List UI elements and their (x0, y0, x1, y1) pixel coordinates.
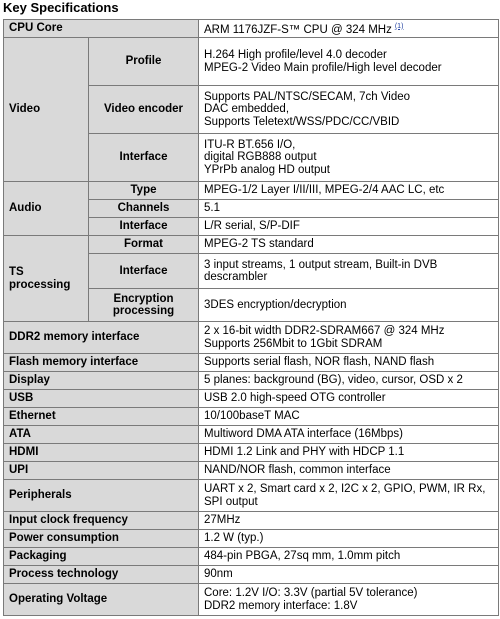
spec-label: USB (4, 390, 199, 408)
spec-label: UPI (4, 462, 199, 480)
value-line: H.264 High profile/level 4.0 decoder (204, 49, 387, 61)
table-row (4, 584, 499, 616)
spec-value: USB 2.0 high-speed OTG controller (199, 390, 499, 408)
spec-value (199, 38, 499, 86)
spec-value: Multiword DMA ATA interface (16Mbps) (199, 426, 499, 444)
cpu-core-value: ARM 1176JZF-S™ CPU @ 324 MHz (204, 23, 392, 36)
spec-value (199, 86, 499, 134)
label-line: processing (112, 305, 175, 317)
spec-value: NAND/NOR flash, common interface (199, 462, 499, 480)
table-row (4, 390, 499, 408)
spec-label: Ethernet (4, 408, 199, 426)
spec-sublabel (89, 289, 199, 322)
spec-value: 90nm (199, 566, 499, 584)
table-row (4, 408, 499, 426)
table-row (4, 480, 499, 512)
value-line: 2 x 16-bit width DDR2-SDRAM667 @ 324 MHz (204, 325, 445, 337)
table-row (4, 462, 499, 480)
spec-table (3, 19, 499, 616)
label-line: Encryption (113, 292, 174, 305)
spec-sublabel: Channels (89, 200, 199, 218)
value-line: UART x 2, Smart card x 2, I2C x 2, GPIO, PWM, IR Rx, (204, 483, 486, 495)
footnote-link[interactable]: (1) (394, 22, 404, 30)
spec-label: Flash memory interface (4, 354, 199, 372)
spec-label: Input clock frequency (4, 512, 199, 530)
spec-label: Operating Voltage (4, 584, 199, 616)
table-row (4, 566, 499, 584)
spec-label: ATA (4, 426, 199, 444)
spec-value: 1.2 W (typ.) (199, 530, 499, 548)
value-line: MPEG-2 Video Main profile/High level decoder (204, 61, 442, 74)
table-row (4, 236, 499, 254)
spec-label: Video (4, 38, 89, 182)
spec-sublabel: Profile (89, 38, 199, 86)
table-row (4, 182, 499, 200)
value-line: SPI output (204, 495, 258, 508)
spec-value: L/R serial, S/P-DIF (199, 218, 499, 236)
table-row (4, 20, 499, 38)
table-row (4, 372, 499, 390)
spec-value: Supports serial flash, NOR flash, NAND flash (199, 354, 499, 372)
table-row (4, 548, 499, 566)
label-line: processing (9, 278, 71, 291)
table-row (4, 426, 499, 444)
spec-value (199, 480, 499, 512)
spec-sublabel: Interface (89, 254, 199, 289)
spec-value: MPEG-2 TS standard (199, 236, 499, 254)
table-row (4, 530, 499, 548)
spec-sublabel: Video encoder (89, 86, 199, 134)
value-line: ITU-R BT.656 I/O, (204, 138, 296, 151)
value-line: Supports 256Mbit to 1Gbit SDRAM (204, 337, 383, 350)
spec-sublabel: Interface (89, 134, 199, 182)
spec-sublabel: Interface (89, 218, 199, 236)
spec-value: 5 planes: background (BG), video, cursor, OSD x 2 (199, 372, 499, 390)
spec-value: 10/100baseT MAC (199, 408, 499, 426)
spec-value (199, 20, 499, 38)
table-row (4, 38, 499, 86)
spec-value: 5.1 (199, 200, 499, 218)
value-line: YPrPb analog HD output (204, 163, 330, 176)
spec-value (199, 134, 499, 182)
value-line: DDR2 memory interface: 1.8V (204, 599, 358, 612)
spec-value: 27MHz (199, 512, 499, 530)
spec-label: HDMI (4, 444, 199, 462)
value-line: Supports PAL/NTSC/SECAM, 7ch Video (204, 90, 411, 103)
table-row (4, 512, 499, 530)
spec-value: HDMI 1.2 Link and PHY with HDCP 1.1 (199, 444, 499, 462)
spec-label: Audio (4, 182, 89, 236)
spec-value: 484-pin PBGA, 27sq mm, 1.0mm pitch (199, 548, 499, 566)
spec-value (199, 322, 499, 354)
value-line: Supports Teletext/WSS/PDC/CC/VBID (204, 115, 400, 128)
value-line: DAC embedded, (204, 103, 290, 116)
value-line: Core: 1.2V I/O: 3.3V (partial 5V tolerance) (204, 587, 418, 599)
value-line: digital RGB888 output (204, 151, 317, 164)
value-line: descrambler (204, 271, 268, 283)
spec-value (199, 254, 499, 289)
table-row (4, 444, 499, 462)
table-row (4, 354, 499, 372)
spec-sublabel: Format (89, 236, 199, 254)
spec-value (199, 584, 499, 616)
page-title: Key Specifications (3, 0, 119, 15)
spec-label: Peripherals (4, 480, 199, 512)
spec-label (4, 236, 89, 322)
table-row (4, 322, 499, 354)
spec-label: Packaging (4, 548, 199, 566)
label-line: TS (9, 266, 24, 278)
spec-value: MPEG-1/2 Layer I/II/III, MPEG-2/4 AAC LC, etc (199, 182, 499, 200)
spec-sublabel: Type (89, 182, 199, 200)
spec-label: Power consumption (4, 530, 199, 548)
spec-label: Display (4, 372, 199, 390)
spec-label: DDR2 memory interface (4, 322, 199, 354)
spec-value: 3DES encryption/decryption (199, 289, 499, 322)
spec-label: Process technology (4, 566, 199, 584)
spec-label: CPU Core (4, 20, 199, 38)
value-line: 3 input streams, 1 output stream, Built-in DVB (204, 258, 438, 271)
